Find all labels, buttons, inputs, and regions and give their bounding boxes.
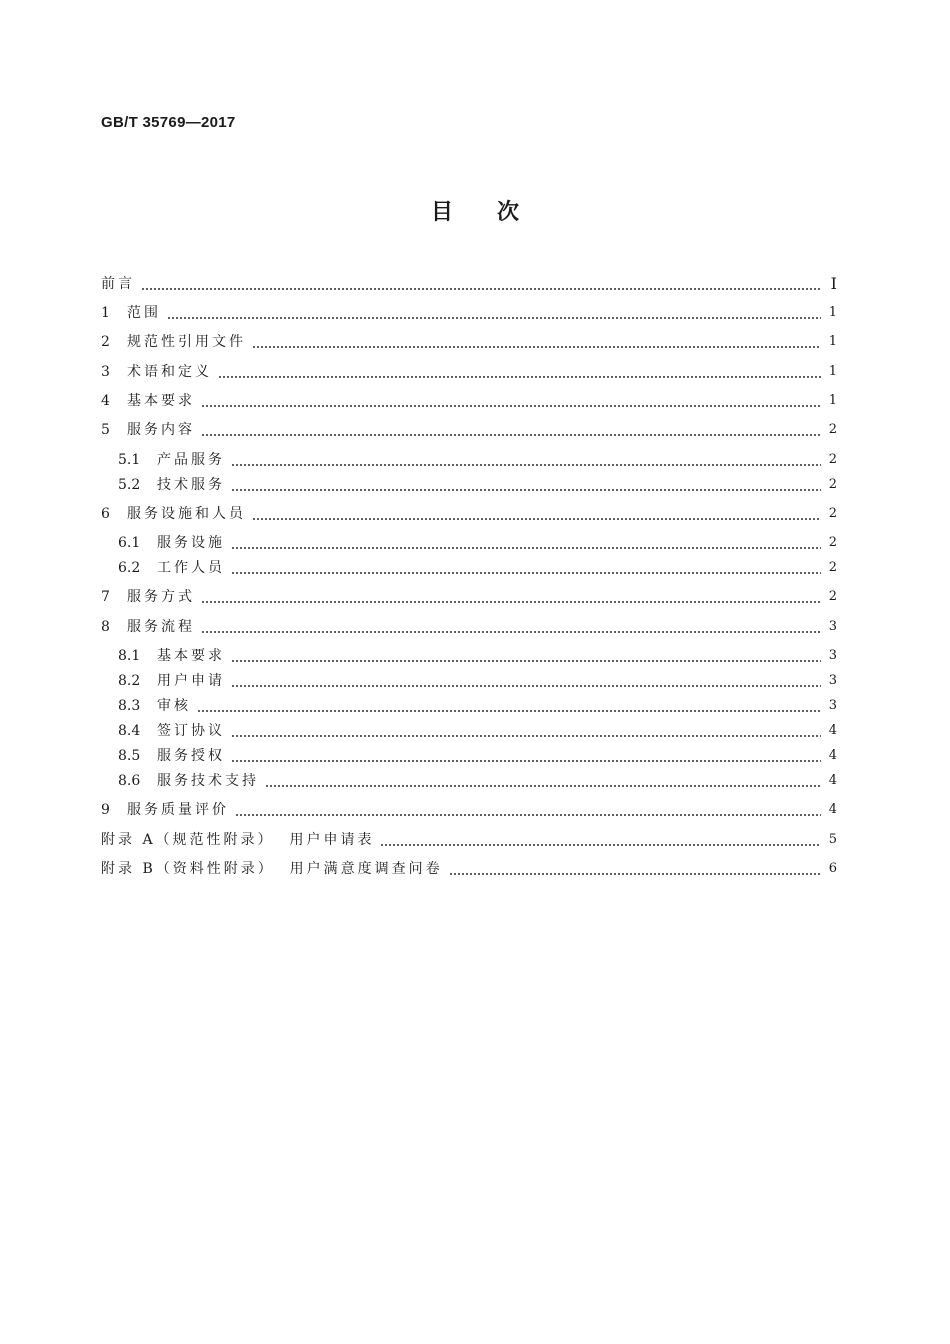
toc-entry-number: 9	[101, 802, 110, 818]
toc-leader-dots	[231, 671, 821, 691]
toc-page-number: 4	[828, 748, 837, 763]
toc-leader-dots	[201, 617, 821, 637]
toc-entry-5-2[interactable]	[118, 475, 837, 495]
toc-entry-title: 服务流程	[127, 619, 195, 635]
toc-entry-number: 3	[101, 364, 110, 380]
toc-entry-9[interactable]	[101, 800, 837, 820]
toc-page-number: 2	[828, 506, 837, 521]
toc-leader-dots	[252, 332, 821, 352]
toc-entry-title: 服务质量评价	[127, 802, 229, 818]
toc-entry-number: 4	[101, 393, 110, 409]
toc-entry-6-2[interactable]	[118, 558, 837, 578]
toc-entry-8-1[interactable]	[118, 646, 837, 666]
toc-page-number: 1	[828, 364, 837, 379]
toc-leader-dots	[265, 771, 821, 791]
toc-entry-4[interactable]	[101, 391, 837, 411]
toc-leader-dots	[201, 420, 821, 440]
toc-page-number: 1	[828, 334, 837, 349]
toc-entry-appendix-b[interactable]	[101, 859, 837, 879]
toc-entry-title: 术语和定义	[127, 364, 212, 380]
toc-entry-3[interactable]	[101, 362, 837, 382]
toc-entry-number: 1	[101, 305, 110, 321]
toc-page-number: 3	[828, 619, 837, 634]
toc-entry-number: 6	[101, 506, 110, 522]
toc-entry-5-1[interactable]	[118, 450, 837, 470]
toc-page-number: 2	[828, 589, 837, 604]
toc-page-number: 3	[828, 673, 837, 688]
toc-page-number: 3	[828, 648, 837, 663]
toc-entry-title: 服务方式	[127, 589, 195, 605]
standard-code: GB/T 35769—2017	[101, 114, 236, 131]
toc-entry-number: 8.5	[118, 748, 141, 764]
toc-entry-number: 5.1	[118, 452, 141, 468]
toc-leader-dots	[231, 558, 821, 578]
toc-entry-8-3[interactable]	[118, 696, 837, 716]
toc-leader-dots	[201, 391, 821, 411]
toc-page-number: 2	[828, 535, 837, 550]
toc-leader-dots	[449, 859, 821, 879]
toc-leader-dots	[167, 303, 821, 323]
toc-page-number: 4	[828, 802, 837, 817]
toc-entry-1[interactable]	[101, 303, 837, 323]
toc-entry-number: 2	[101, 334, 110, 350]
toc-page-number: 1	[828, 393, 837, 408]
toc-entry-number: 8.4	[118, 723, 141, 739]
toc-leader-dots	[201, 587, 821, 607]
toc-entry-number: 6.2	[118, 560, 141, 576]
toc-entry-number: 6.1	[118, 535, 141, 551]
toc-entry-number: 5	[101, 422, 110, 438]
toc-leader-dots	[380, 830, 821, 850]
toc-entry-appendix-a[interactable]	[101, 830, 837, 850]
toc-page-number: 2	[828, 452, 837, 467]
toc-entry-title: 服务设施	[157, 535, 225, 551]
toc-entry-title: 基本要求	[127, 393, 195, 409]
toc-entry-title: 规范性引用文件	[127, 334, 246, 350]
toc-entry-number: 8.2	[118, 673, 141, 689]
toc-leader-dots	[235, 800, 821, 820]
toc-entry-title: 用户申请	[157, 673, 225, 689]
toc-entry-title: 附录 B（资料性附录） 用户满意度调查问卷	[101, 861, 443, 877]
toc-page-number: 2	[828, 560, 837, 575]
toc-entry-6-1[interactable]	[118, 533, 837, 553]
toc-leader-dots	[252, 504, 821, 524]
toc-entry-title: 范围	[127, 305, 161, 321]
toc-entry-title: 服务设施和人员	[127, 506, 246, 522]
toc-entry-title: 签订协议	[157, 723, 225, 739]
toc-entry-number: 8	[101, 619, 110, 635]
toc-entry-6[interactable]	[101, 504, 837, 524]
toc-leader-dots	[218, 362, 821, 382]
toc-entry-title: 附录 A（规范性附录） 用户申请表	[101, 832, 375, 848]
toc-leader-dots	[197, 696, 821, 716]
toc-entry-number: 8.3	[118, 698, 141, 714]
toc-page-number: 1	[828, 305, 837, 320]
toc-entry-8-4[interactable]	[118, 721, 837, 741]
toc-page-number: 2	[828, 477, 837, 492]
toc-page-number: Ⅰ	[830, 274, 837, 293]
toc-leader-dots	[231, 746, 821, 766]
toc-entry-8-5[interactable]	[118, 746, 837, 766]
toc-page-number: 3	[828, 698, 837, 713]
toc-entry-title: 服务技术支持	[157, 773, 259, 789]
toc-entry-8[interactable]	[101, 617, 837, 637]
toc-entry-number: 7	[101, 589, 110, 605]
toc-entry-title: 服务授权	[157, 748, 225, 764]
page-title: 目次	[430, 200, 563, 225]
toc-leader-dots	[231, 450, 821, 470]
toc-entry-title: 服务内容	[127, 422, 195, 438]
toc-entry-title: 工作人员	[157, 560, 225, 576]
toc-leader-dots	[231, 533, 821, 553]
toc-page-number: 4	[828, 723, 837, 738]
toc-page-number: 2	[828, 422, 837, 437]
toc-entry-number: 8.6	[118, 773, 141, 789]
toc-entry-2[interactable]	[101, 332, 837, 352]
toc-entry-8-6[interactable]	[118, 771, 837, 791]
toc-page-number: 5	[828, 832, 837, 847]
toc-page-number: 6	[828, 861, 837, 876]
toc-entry-number: 5.2	[118, 477, 141, 493]
toc-entry-title: 审核	[157, 698, 191, 714]
toc-entry-8-2[interactable]	[118, 671, 837, 691]
toc-entry-title: 技术服务	[157, 477, 225, 493]
toc-entry-number: 8.1	[118, 648, 141, 664]
toc-entry-title: 产品服务	[157, 452, 225, 468]
toc-page-number: 4	[828, 773, 837, 788]
toc-entry-title: 基本要求	[157, 648, 225, 664]
toc-entry-title: 前言	[101, 276, 135, 292]
toc-leader-dots	[231, 721, 821, 741]
toc-leader-dots	[141, 274, 821, 294]
toc-entry-5[interactable]	[101, 420, 837, 440]
toc-leader-dots	[231, 646, 821, 666]
toc-leader-dots	[231, 475, 821, 495]
toc-entry-foreword[interactable]	[101, 274, 837, 294]
toc-entry-7[interactable]	[101, 587, 837, 607]
